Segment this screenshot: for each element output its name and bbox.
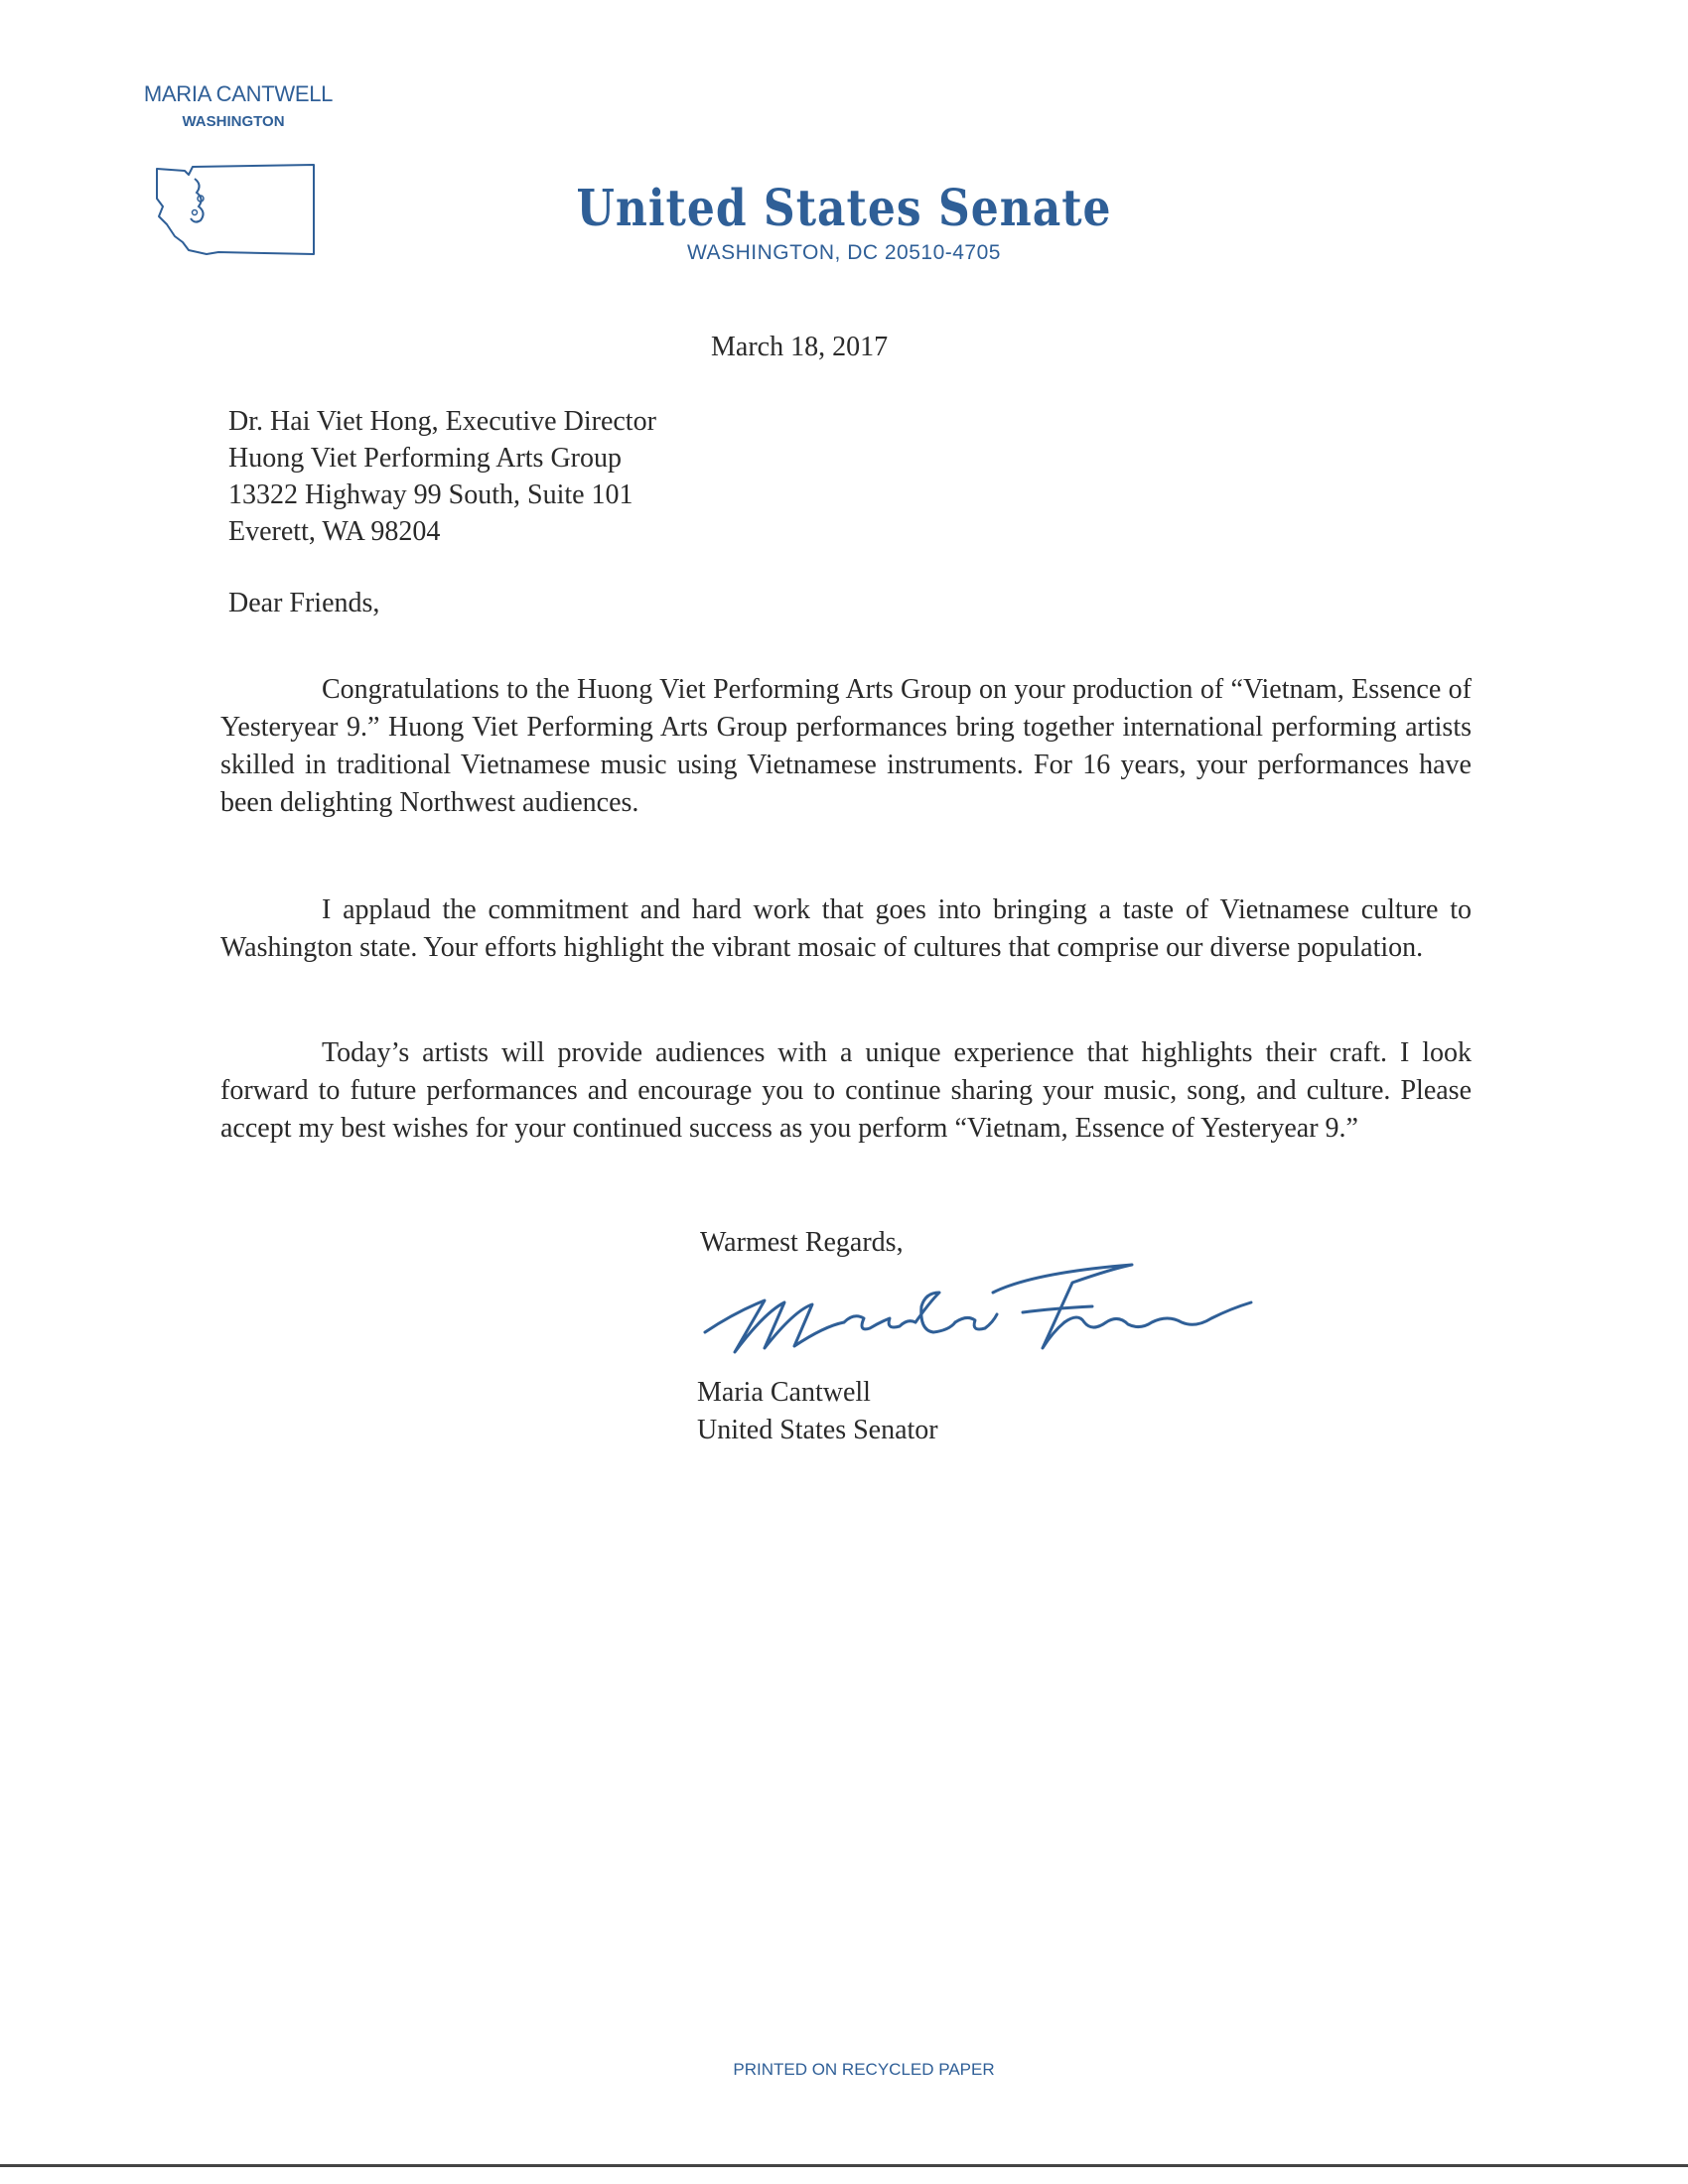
- signer-name: Maria Cantwell: [697, 1377, 871, 1408]
- senate-title: United States Senate: [576, 180, 1112, 238]
- senate-address: WASHINGTON, DC 20510-4705: [687, 241, 1001, 264]
- senator-name: MARIA CANTWELL: [143, 81, 334, 106]
- recycled-paper-note: PRINTED ON RECYCLED PAPER: [733, 2060, 995, 2079]
- handwritten-signature: [695, 1253, 1291, 1372]
- letter-date: March 18, 2017: [711, 332, 889, 362]
- senator-state: WASHINGTON: [182, 113, 285, 130]
- recipient-line: Everett, WA 98204: [228, 516, 441, 547]
- scan-edge-divider: [0, 2164, 1688, 2167]
- senate-header: [566, 180, 1122, 265]
- recipient-line: Huong Viet Performing Arts Group: [228, 443, 622, 474]
- closing: Warmest Regards,: [700, 1227, 904, 1258]
- washington-state-outline-icon: [149, 159, 318, 278]
- recipient-line: Dr. Hai Viet Hong, Executive Director: [228, 406, 656, 437]
- body-paragraph: Today’s artists will provide audiences with a unique experience that highlights their craft. I look forward to future performances and encourage you to continue sharing your music, song, and culture. Please accept my best wishes for your continued success as you perform “Vietnam, Essence of Yesteryear 9.”: [220, 1037, 1472, 1144]
- body-paragraph: I applaud the commitment and hard work that goes into bringing a taste of Vietnamese culture to Washington state. Your efforts highlight the vibrant mosaic of cultures that comprise our diverse population.: [220, 894, 1472, 963]
- signer-title: United States Senator: [697, 1415, 938, 1445]
- senator-letterhead: [119, 81, 357, 130]
- body-paragraph: Congratulations to the Huong Viet Performing Arts Group on your production of “Vietnam, Essence of Yesteryear 9.” Huong Viet Performing Arts Group performances bring together international performing artists skilled in traditional Vietnamese music using Vietnamese instruments. For 16 years, your performances have been delighting Northwest audiences.: [220, 674, 1472, 818]
- recipient-line: 13322 Highway 99 South, Suite 101: [228, 479, 633, 510]
- salutation: Dear Friends,: [228, 588, 380, 618]
- recipient-address: [228, 403, 656, 550]
- signature-block: [697, 1374, 938, 1449]
